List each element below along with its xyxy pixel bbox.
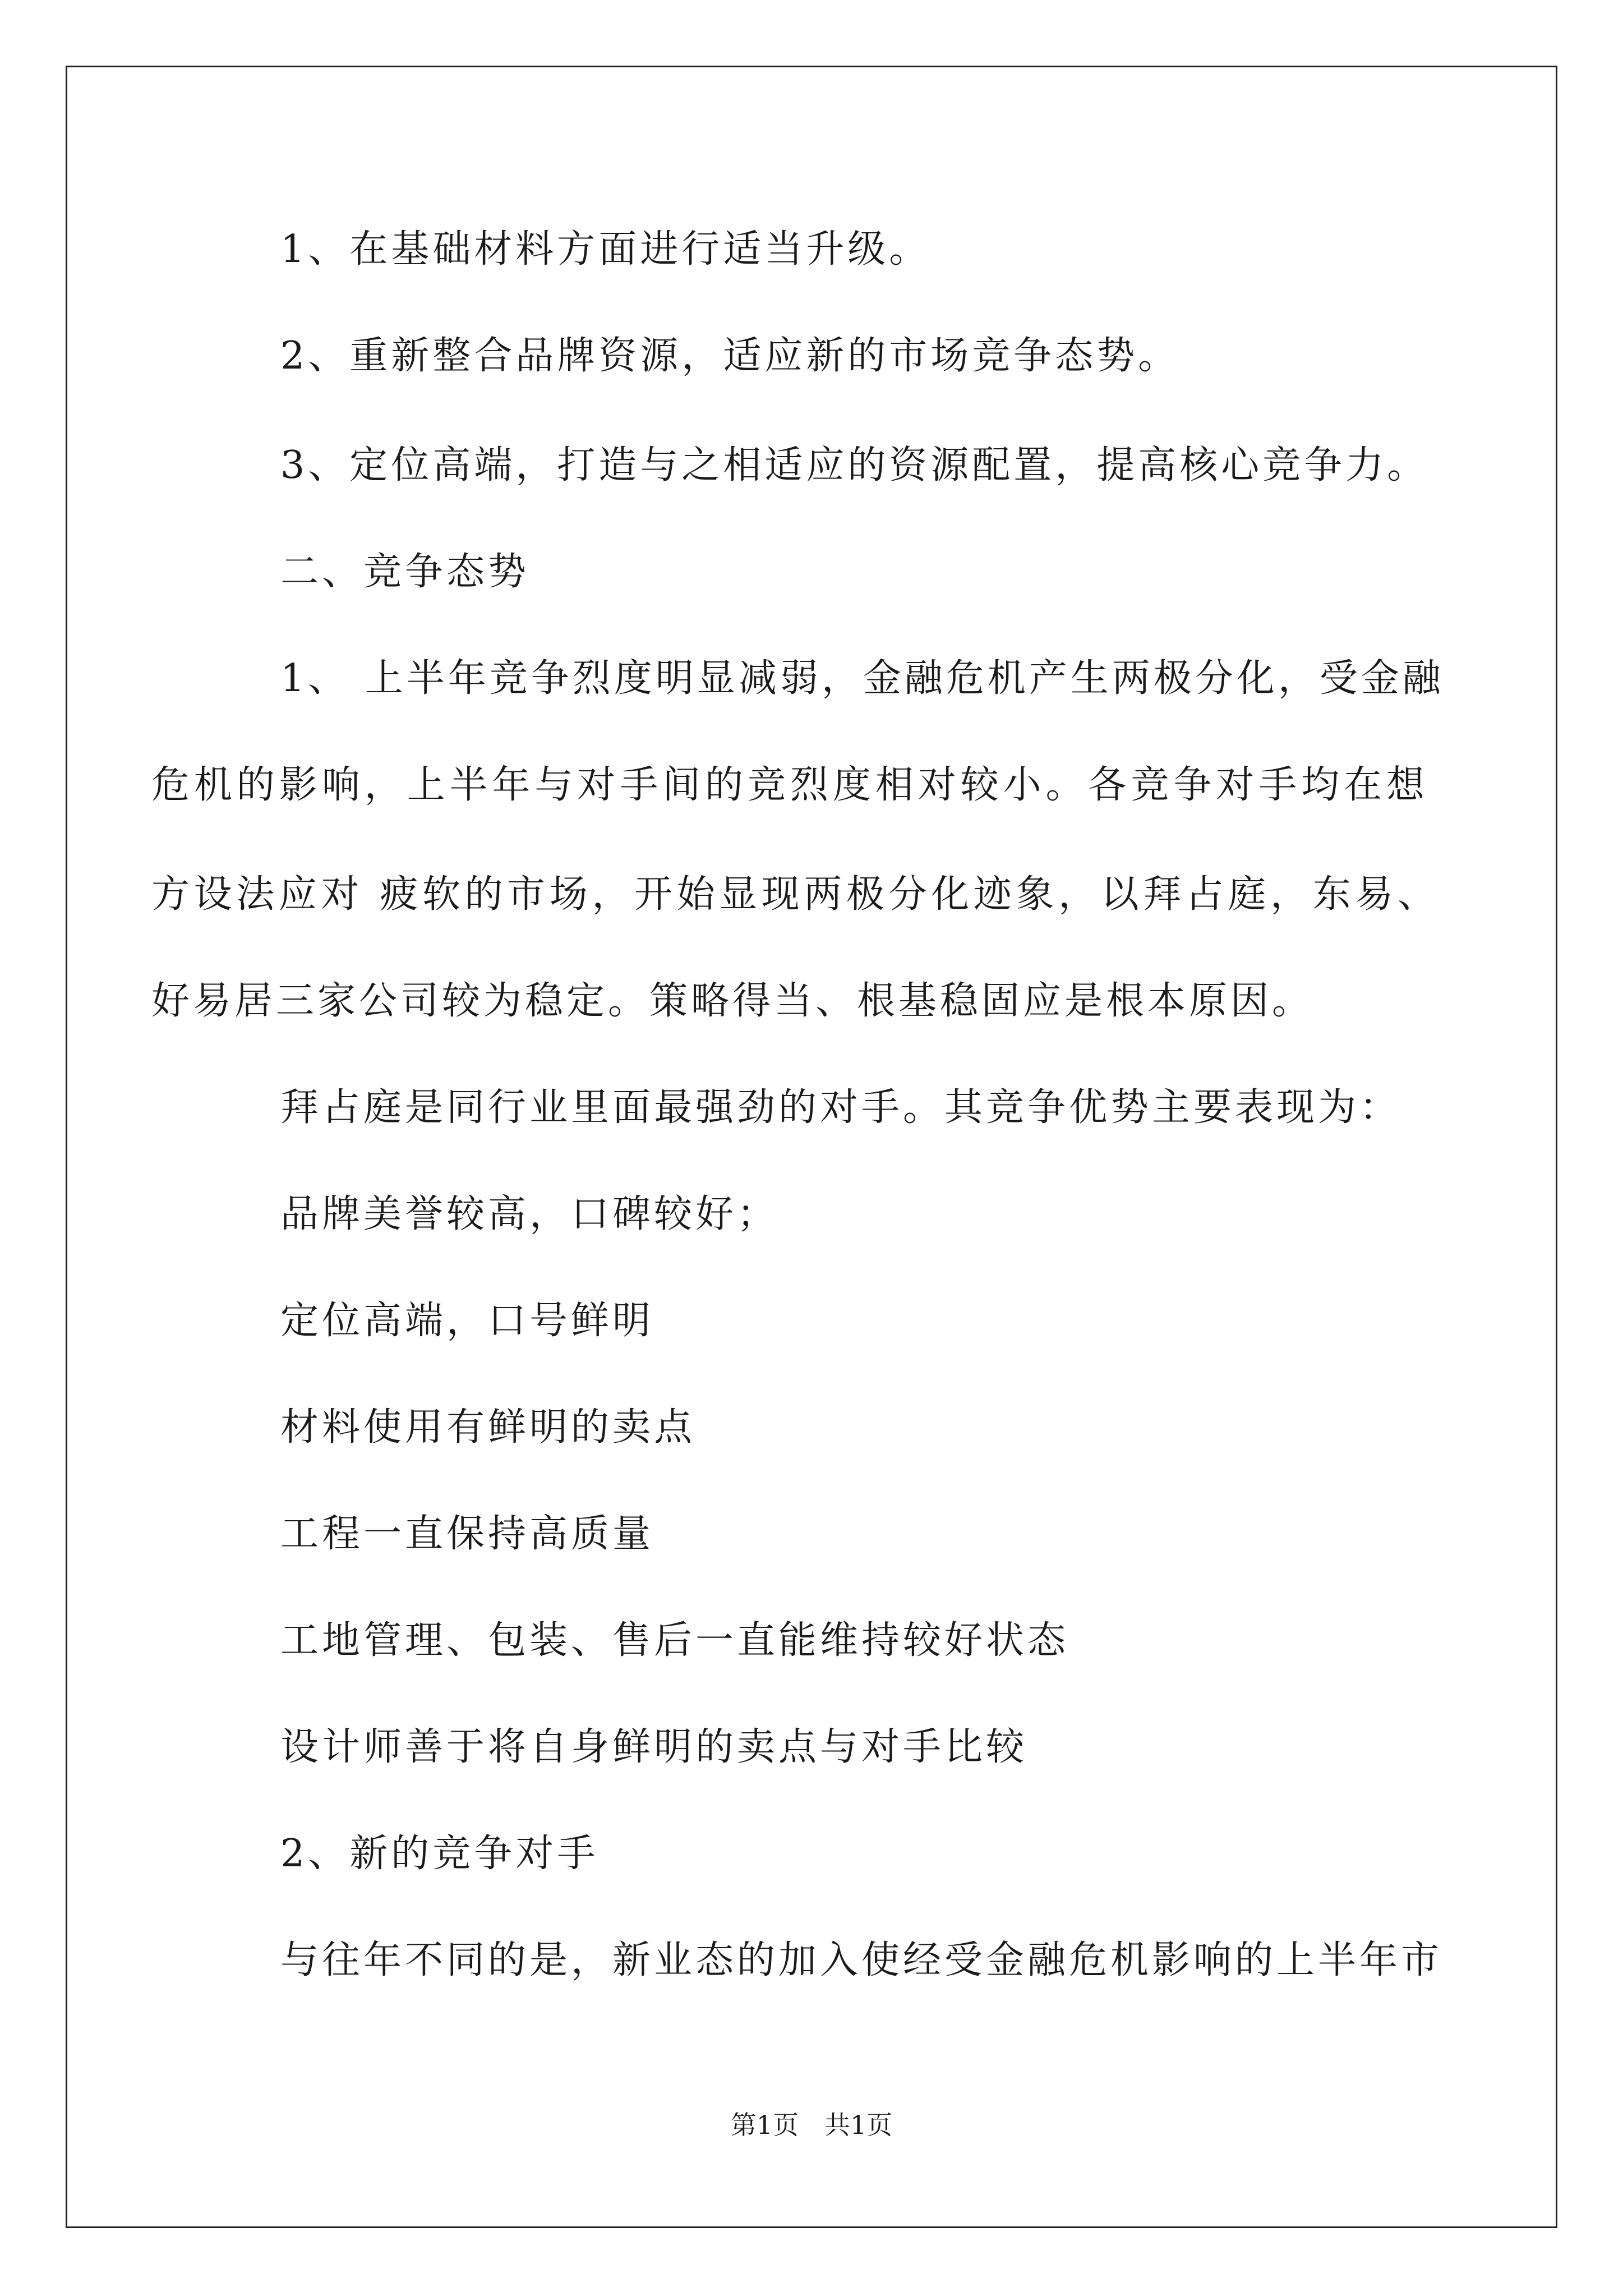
- paragraph-3: 3、定位高端，打造与之相适应的资源配置，提高核心竞争力。: [280, 443, 1429, 487]
- page-footer: 第1页 共1页: [730, 2110, 893, 2140]
- paragraph-1: 1、在基础材料方面进行适当升级。: [280, 227, 931, 272]
- paragraph-11: 工地管理、包装、售后一直能维持较好状态: [280, 1618, 1069, 1663]
- paragraph-2: 2、重新整合品牌资源，适应新的市场竞争态势。: [280, 334, 1180, 378]
- paragraph-13: 2、新的竞争对手: [280, 1832, 599, 1876]
- paragraph-9: 材料使用有鲜明的卖点: [280, 1405, 696, 1450]
- paragraph-8: 定位高端，口号鲜明: [280, 1299, 654, 1343]
- paragraph-5-line-3: 方设法应对 疲软的市场，开始显现两极分化迹象，以拜占庭，东易、: [151, 872, 1436, 917]
- paragraph-14: 与往年不同的是，新业态的加入使经受金融危机影响的上半年市: [280, 1938, 1443, 1982]
- paragraph-6: 拜占庭是同行业里面最强劲的对手。其竞争优势主要表现为：: [280, 1085, 1401, 1130]
- section-heading: 二、竞争态势: [280, 550, 530, 594]
- paragraph-5-line-4: 好易居三家公司较为稳定。策略得当、根基稳固应是根本原因。: [151, 979, 1314, 1023]
- paragraph-12: 设计师善于将自身鲜明的卖点与对手比较: [280, 1725, 1028, 1769]
- paragraph-5-line-1: 1、 上半年竞争烈度明显减弱，金融危机产生两极分化，受金融: [280, 656, 1444, 701]
- paragraph-10: 工程一直保持高质量: [280, 1512, 654, 1556]
- paragraph-7: 品牌美誉较高，口碑较好；: [280, 1192, 779, 1236]
- paragraph-5-line-2: 危机的影响，上半年与对手间的竞烈度相对较小。各竞争对手均在想: [151, 763, 1424, 807]
